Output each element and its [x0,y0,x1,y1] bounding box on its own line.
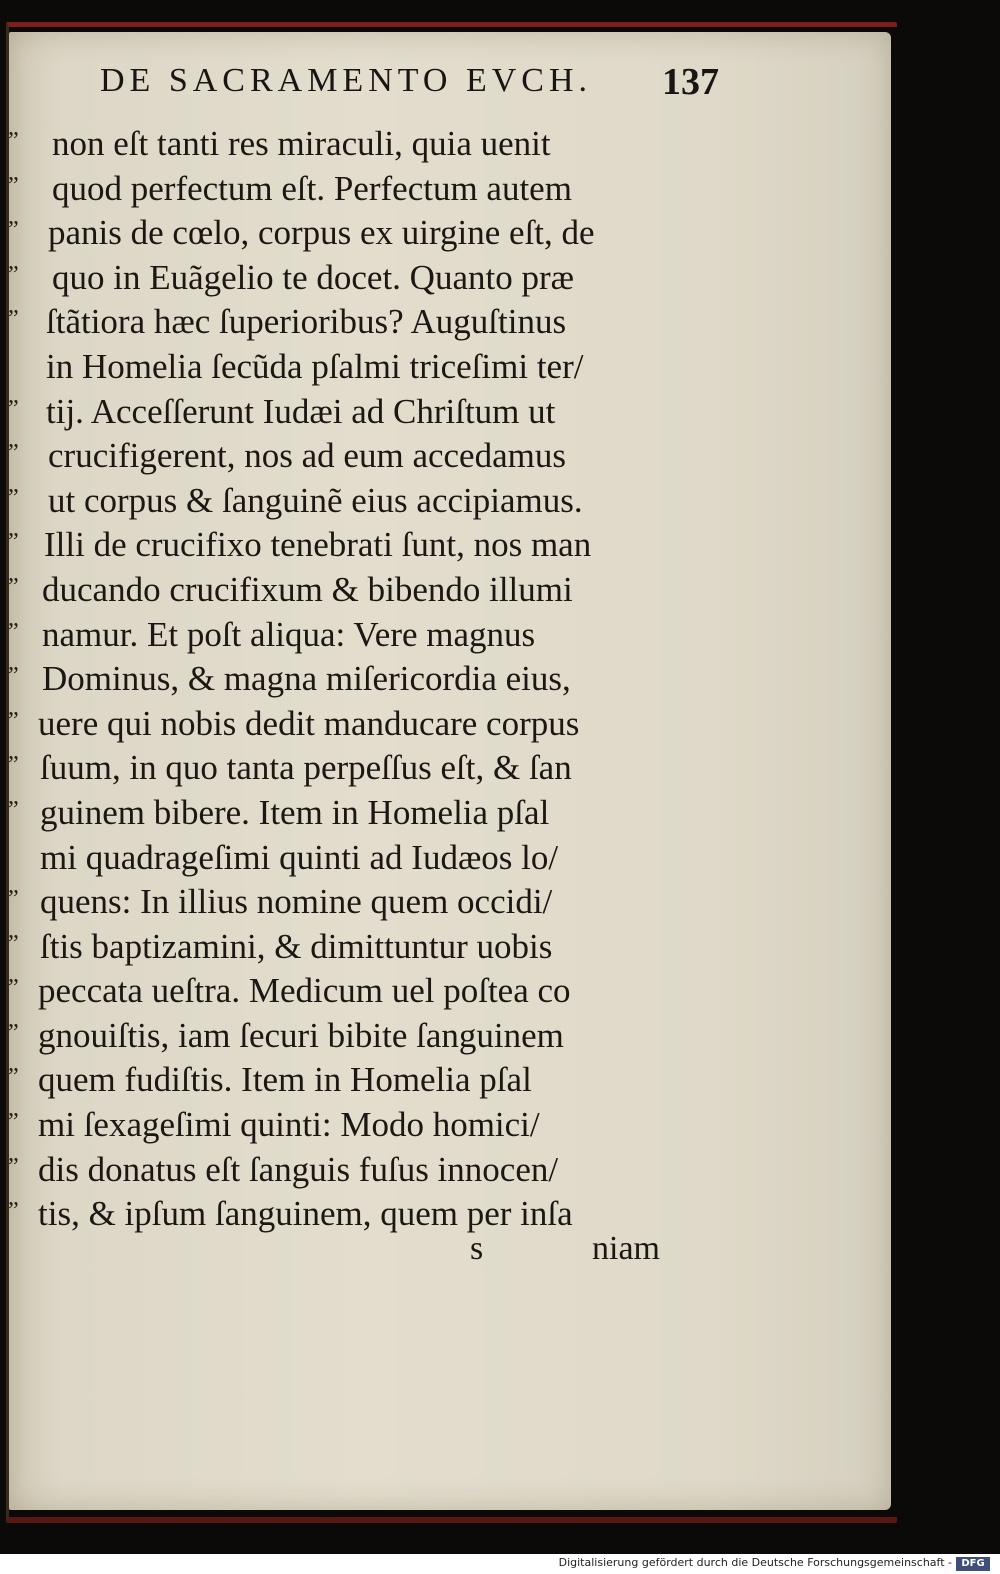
text-line [8,702,708,747]
text-line [8,746,708,791]
marginal-quote-mark: ” [8,930,19,957]
text-line [8,1014,708,1059]
text-line [8,256,708,301]
marginal-quote-mark: ” [8,484,19,511]
line-text: namur. Et poſt aliqua: Vere magnus [42,614,536,654]
text-line [8,791,708,836]
line-text: quo in Euãgelio te docet. Quanto præ [52,257,574,297]
page-header [100,62,740,108]
line-text: mi ſexageſimi quinti: Modo homici/ [38,1105,540,1145]
text-line [8,434,708,479]
marginal-quote-mark: ” [8,172,19,199]
text-line [8,969,708,1014]
text-line [8,1148,708,1193]
line-text: gnouiſtis, iam ſecuri bibite ſanguinem [38,1015,564,1055]
marginal-quote-mark: ” [8,1198,19,1225]
text-line [8,300,708,345]
line-text: tij. Acceſſerunt Iudæi ad Chriſtum ut [46,391,556,431]
line-text: dis donatus eſt ſanguis fuſus innocen/ [38,1149,559,1189]
dfg-logo: DFG [956,1557,990,1571]
line-text: peccata ueſtra. Medicum uel poſtea co [38,971,571,1011]
text-line [8,613,708,658]
text-line [8,523,708,568]
line-text: Illi de crucifixo tenebrati ſunt, nos man [44,525,592,565]
text-line [8,836,708,881]
text-line [8,925,708,970]
text-line [8,657,708,702]
text-line [8,1103,708,1148]
line-text: quens: In illius nomine quem occidi/ [40,882,553,922]
catchword: niam [592,1230,660,1267]
digitization-credit-bar [0,1554,1000,1574]
running-title: DE SACRAMENTO EVCH. [100,62,593,99]
signature-mark: s [470,1230,484,1267]
line-text: panis de cœlo, corpus ex uirgine eſt, de [48,213,595,253]
line-text: Dominus, & magna miſericordia eius, [42,659,571,699]
line-text: crucifigerent, nos ad eum accedamus [48,436,566,476]
marginal-quote-mark: ” [8,217,19,244]
line-text: in Homelia ſecũda pſalmi triceſimi ter/ [46,346,584,386]
line-text: guinem bibere. Item in Homelia pſal [40,792,550,832]
line-text: ſtãtiora hæc ſuperioribus? Auguſtinus [46,302,567,342]
marginal-quote-mark: ” [8,1109,19,1136]
text-block [8,122,708,1237]
line-text: uere qui nobis dedit manducare corpus [38,703,580,743]
marginal-quote-mark: ” [8,1064,19,1091]
line-text: ut corpus & ſanguinẽ eius accipiamus. [48,480,583,520]
text-line [8,345,708,390]
line-text: mi quadrageſimi quinti ad Iudæos lo/ [40,837,559,877]
marginal-quote-mark: ” [8,1019,19,1046]
line-text: tis, & ipſum ſanguinem, quem per inſa [38,1194,573,1234]
text-line [8,390,708,435]
text-line [8,122,708,167]
marginal-quote-mark: ” [8,618,19,645]
marginal-quote-mark: ” [8,707,19,734]
marginal-quote-mark: ” [8,128,19,154]
marginal-quote-mark: ” [8,663,19,690]
line-text: quem fudiſtis. Item in Homelia pſal [38,1060,532,1100]
line-text: ſuum, in quo tanta perpeſſus eſt, & ſan [40,748,572,788]
credit-text: Digitalisierung gefördert durch die Deutsche Forschungsgemeinschaft - [558,1556,952,1569]
marginal-quote-mark: ” [8,306,19,333]
line-text: ducando crucifixum & bibendo illumi [42,569,573,609]
marginal-quote-mark: ” [8,752,19,779]
marginal-quote-mark: ” [8,886,19,913]
text-line [8,880,708,925]
marginal-quote-mark: ” [8,1153,19,1180]
catchword-row [470,1230,690,1274]
marginal-quote-mark: ” [8,796,19,823]
page-number: 137 [662,61,719,103]
marginal-quote-mark: ” [8,395,19,422]
text-line [8,568,708,613]
text-line [8,211,708,256]
line-text: non eſt tanti res miraculi, quia uenit [52,124,551,163]
marginal-quote-mark: ” [8,573,19,600]
line-text: ſtis baptizamini, & dimittuntur uobis [40,926,553,966]
text-line [8,167,708,212]
marginal-quote-mark: ” [8,975,19,1002]
text-line [8,479,708,524]
marginal-quote-mark: ” [8,261,19,288]
line-text: quod perfectum eſt. Perfectum autem [52,168,572,208]
text-line [8,1058,708,1103]
marginal-quote-mark: ” [8,440,19,467]
marginal-quote-mark: ” [8,529,19,556]
